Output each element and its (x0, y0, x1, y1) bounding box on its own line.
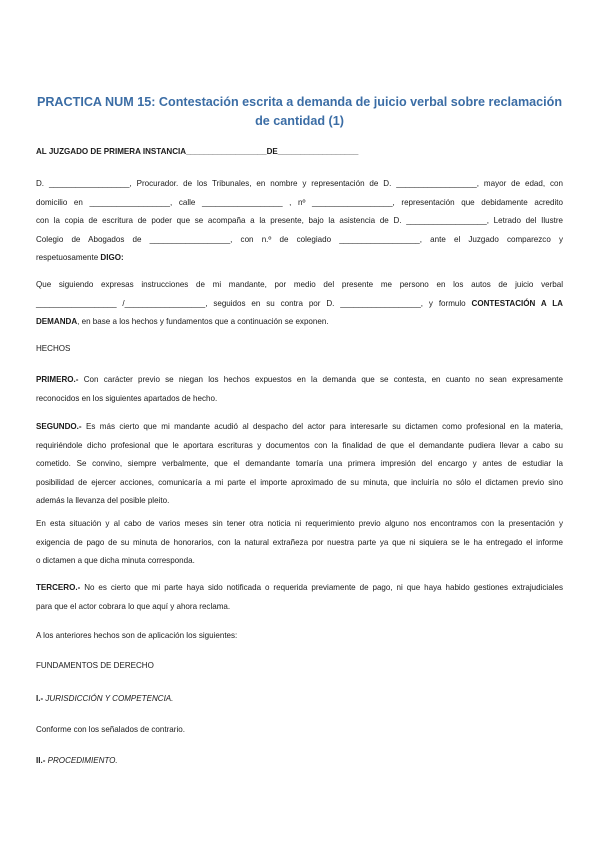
fundamento-1-label: I.- (36, 694, 44, 703)
primero-text: Con carácter previo se niegan los hechos expuestos en la demanda que se contesta, en cuanto no sean expresamente (78, 375, 563, 384)
situacion-line: exigencia de pago de su minuta de honorarios, con la natural extrañeza por nuestra parte ya que ni siquiera se le ha entregado el informe (36, 537, 563, 547)
segundo-paragraph (36, 418, 563, 511)
intro-line: D. __________________, Procurador. de los Tribunales, en nombre y representación de D. __________________, mayor de edad, con (36, 179, 563, 188)
fundamento-2-label: II.- (36, 756, 46, 765)
intro-paragraph (36, 175, 563, 268)
intro-line: con la copia de escritura de poder que se acompaña a la presente, bajo la asistencia de D. __________________, Letrado del Ilustre (36, 216, 563, 226)
demanda-label: DEMANDA (36, 317, 78, 327)
segundo-line (36, 418, 563, 437)
intro-line: domicilio en __________________, calle __________________ , nº __________________, representación que debidamente acredito (36, 197, 563, 207)
conforme-text: Conforme con los señalados de contrario. (36, 725, 185, 734)
primero-line (36, 371, 563, 390)
situacion-paragraph (36, 515, 563, 571)
segundo-line: además la llevanza del posible pleito. (36, 496, 170, 506)
digo-label: DIGO: (100, 253, 124, 263)
statement-text: __________________ /__________________, seguidos en su contra por D. __________________, y formulo (36, 298, 472, 308)
tercero-label: TERCERO.- (36, 583, 81, 592)
intro-last-text: respetuosamente (36, 253, 101, 263)
fundamentos-heading: FUNDAMENTOS DE DERECHO (36, 661, 154, 670)
primero-label: PRIMERO.- (36, 375, 79, 384)
fundamento-1 (36, 690, 563, 709)
segundo-line: posibilidad de ejercer acciones, comunicaría a mi parte el importe aproximado de su minuta, que incluiría no sólo el dictamen previo sino (36, 477, 563, 487)
statement-line (36, 295, 563, 314)
fundamento-2-title: PROCEDIMIENTO. (45, 756, 118, 765)
situacion-line: o dictamen a que dicha minuta corresponda. (36, 556, 195, 566)
tercero-line (36, 579, 563, 598)
contestacion-label: CONTESTACIÓN A LA (471, 298, 563, 308)
situacion-line: En esta situación y al cabo de varios meses sin tener otra noticia ni requerimiento previo alguno nos encontramos con la presentación y (36, 519, 563, 528)
statement-paragraph (36, 276, 563, 332)
primero-line: reconocidos en los siguientes apartados de hecho. (36, 393, 218, 403)
document-title: PRACTICA NUM 15: Contestación escrita a demanda de juicio verbal sobre reclamación de cantidad (1) (36, 95, 563, 128)
primero-paragraph (36, 371, 563, 408)
segundo-label: SEGUNDO.- (36, 422, 82, 431)
segundo-text: Es más cierto que mi mandante acudió al despacho del actor para interesarle su dictamen como profesional en la materia, (81, 422, 563, 431)
tercero-paragraph (36, 579, 563, 616)
statement-text: , en base a los hechos y fundamentos que a continuación se exponen. (77, 317, 329, 327)
statement-line (36, 313, 563, 332)
hechos-heading: HECHOS (36, 344, 71, 353)
intro-line: Colegio de Abogados de __________________, con n.º de colegiado __________________, ante el Juzgado comparezco y (36, 234, 563, 244)
tercero-text: No es cierto que mi parte haya sido notificada o requerida previamente de pago, ni que haya habido gestiones extrajudiciales (80, 583, 563, 592)
fundamento-2 (36, 752, 563, 771)
segundo-line: cometido. Se convino, siempre verbalmente, que el demandante tomaría una primera impresión del encargo y antes de estudiar la (36, 459, 563, 469)
aplicacion-text: A los anteriores hechos son de aplicación los siguientes: (36, 631, 238, 640)
fundamento-1-title: JURISDICCIÓN Y COMPETENCIA. (43, 694, 174, 703)
segundo-line: requiriéndole dicho profesional que le aportara escrituras y documentos con la finalidad de que el demandante pudiera llevar a cabo su (36, 440, 563, 450)
statement-line: Que siguiendo expresas instrucciones de mi mandante, por medio del presente me persono en los autos de juicio verbal (36, 280, 563, 289)
tercero-line: para que el actor cobrara lo que aquí y ahora reclama. (36, 601, 231, 611)
intro-last-line (36, 249, 563, 268)
addressee: AL JUZGADO DE PRIMERA INSTANCIA__________________DE__________________ (36, 147, 359, 156)
